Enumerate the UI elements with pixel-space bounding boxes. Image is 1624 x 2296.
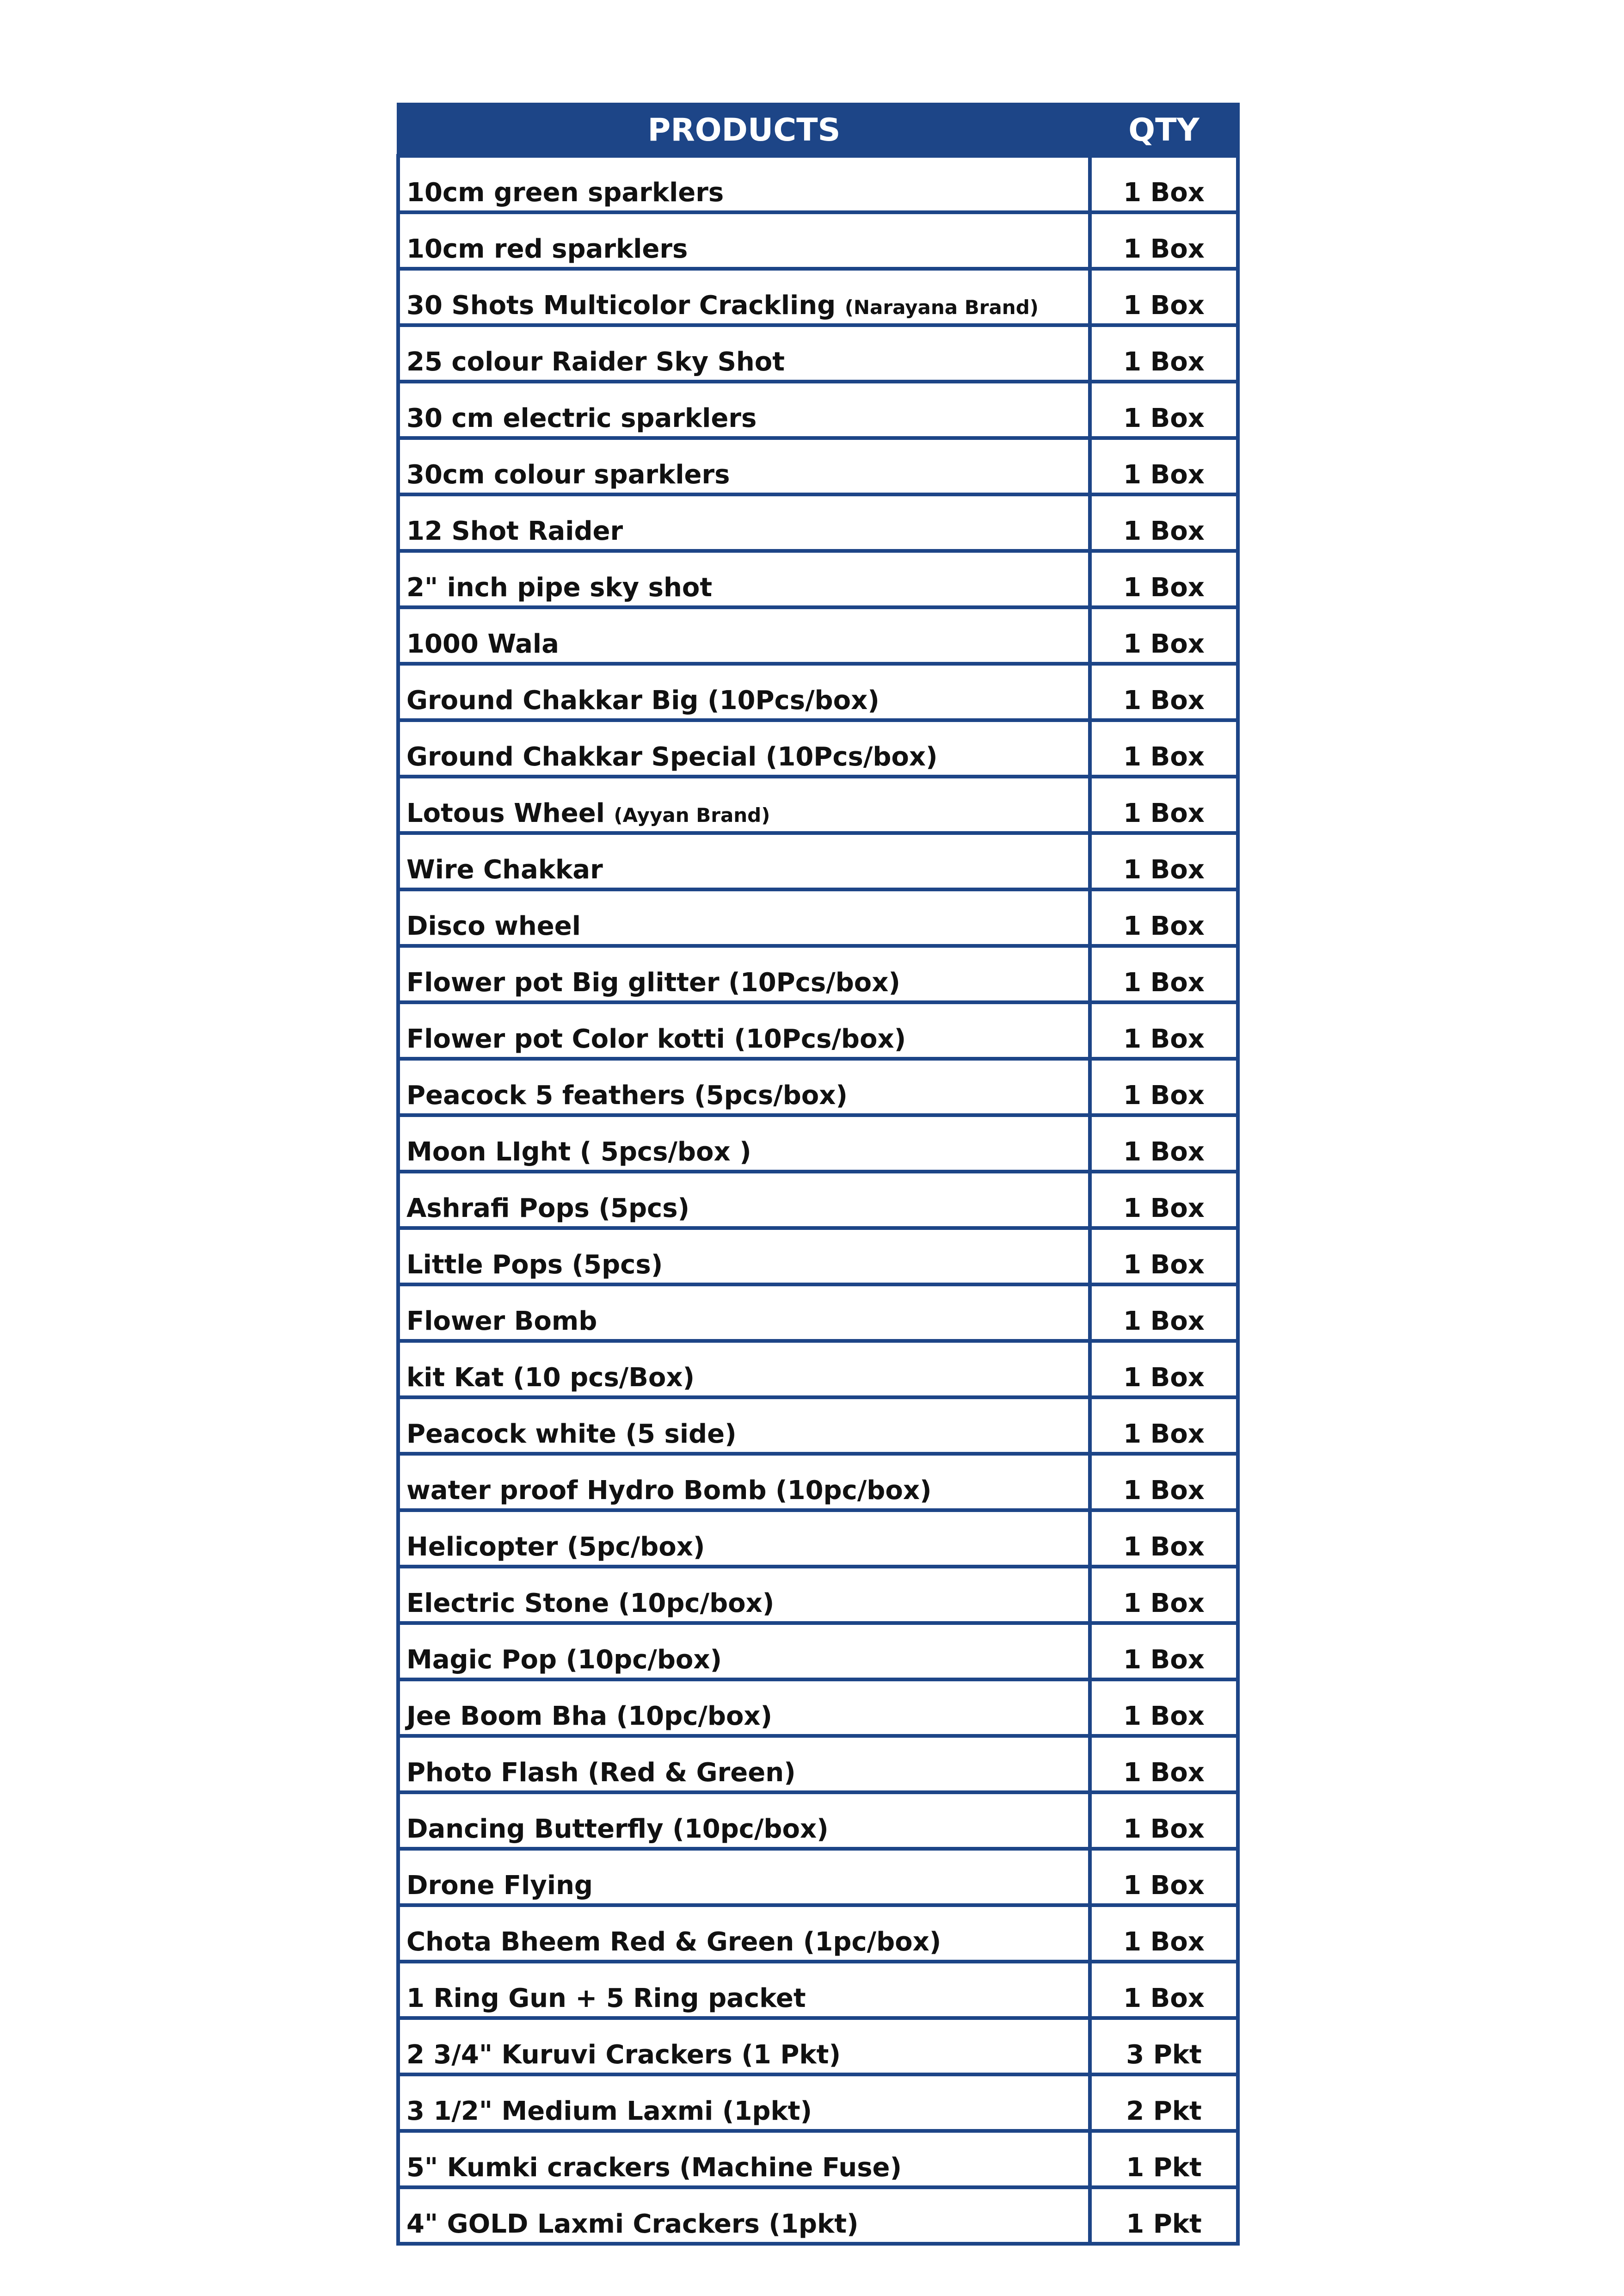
table-row	[398, 1002, 1238, 1059]
product-qty-cell: 1 Box	[1090, 946, 1238, 1002]
table-row	[398, 382, 1238, 438]
product-name-cell	[398, 777, 1090, 833]
product-name: 10cm green sparklers	[406, 178, 724, 208]
product-name: 4" GOLD Laxmi Crackers (1pkt)	[406, 2209, 859, 2239]
products-table	[396, 103, 1240, 2246]
product-name: 5" Kumki crackers (Machine Fuse)	[406, 2153, 902, 2183]
product-qty-cell: 1 Box	[1090, 777, 1238, 833]
product-name-cell	[398, 1284, 1090, 1341]
product-name-cell	[398, 1679, 1090, 1736]
product-qty-cell: 1 Box	[1090, 720, 1238, 777]
product-name: Drone Flying	[406, 1870, 593, 1901]
product-name-cell	[398, 833, 1090, 889]
product-name: 10cm red sparklers	[406, 234, 688, 264]
table-row	[398, 664, 1238, 720]
product-brand: (Ayyan Brand)	[614, 804, 770, 827]
table-row	[398, 1172, 1238, 1228]
product-name: 1 Ring Gun + 5 Ring packet	[406, 1983, 806, 2013]
table-header-row	[398, 105, 1238, 156]
table-row	[398, 2187, 1238, 2244]
product-name-cell	[398, 1849, 1090, 1905]
product-qty-cell: 1 Box	[1090, 551, 1238, 607]
product-qty-cell: 1 Box	[1090, 1341, 1238, 1397]
products-column-header: PRODUCTS	[398, 105, 1090, 156]
table-row	[398, 946, 1238, 1002]
table-row	[398, 1736, 1238, 1792]
product-name-cell	[398, 1623, 1090, 1679]
product-name-cell	[398, 1397, 1090, 1454]
table-row	[398, 1059, 1238, 1115]
product-name-cell	[398, 720, 1090, 777]
product-qty-cell: 1 Box	[1090, 1905, 1238, 1962]
table-row	[398, 1341, 1238, 1397]
product-qty-cell: 2 Pkt	[1090, 2074, 1238, 2131]
product-name-cell	[398, 1962, 1090, 2018]
product-name: kit Kat (10 pcs/Box)	[406, 1363, 695, 1393]
table-row	[398, 777, 1238, 833]
table-row	[398, 1397, 1238, 1454]
product-name: 3 1/2" Medium Laxmi (1pkt)	[406, 2096, 812, 2126]
product-name: 12 Shot Raider	[406, 516, 623, 546]
product-name-cell	[398, 1341, 1090, 1397]
product-qty-cell: 1 Box	[1090, 1454, 1238, 1510]
product-qty-cell: 1 Box	[1090, 382, 1238, 438]
table-row	[398, 269, 1238, 325]
product-name-cell	[398, 1454, 1090, 1510]
product-name: Wire Chakkar	[406, 855, 603, 885]
table-row	[398, 1567, 1238, 1623]
product-qty-cell: 1 Box	[1090, 1510, 1238, 1567]
product-qty-cell: 1 Box	[1090, 1115, 1238, 1172]
product-name-cell	[398, 1002, 1090, 1059]
product-name: Moon LIght ( 5pcs/box )	[406, 1137, 751, 1167]
product-name: Disco wheel	[406, 911, 581, 941]
product-name-cell	[398, 946, 1090, 1002]
table-row	[398, 833, 1238, 889]
table-row	[398, 1115, 1238, 1172]
table-body	[398, 156, 1238, 2244]
product-qty-cell: 1 Box	[1090, 325, 1238, 382]
product-qty-cell: 1 Box	[1090, 1623, 1238, 1679]
product-name: Flower Bomb	[406, 1306, 597, 1336]
product-qty-cell: 1 Box	[1090, 607, 1238, 664]
table-row	[398, 1849, 1238, 1905]
table-row	[398, 2074, 1238, 2131]
product-qty-cell: 1 Box	[1090, 156, 1238, 212]
product-name: Ground Chakkar Special (10Pcs/box)	[406, 742, 938, 772]
product-qty-cell: 1 Box	[1090, 1792, 1238, 1849]
table-row	[398, 156, 1238, 212]
product-name-cell	[398, 1736, 1090, 1792]
product-qty-cell: 1 Box	[1090, 1736, 1238, 1792]
product-qty-cell: 3 Pkt	[1090, 2018, 1238, 2074]
product-name-cell	[398, 889, 1090, 946]
product-name: water proof Hydro Bomb (10pc/box)	[406, 1475, 932, 1506]
product-name-cell	[398, 269, 1090, 325]
product-qty-cell: 1 Box	[1090, 1059, 1238, 1115]
product-name: 25 colour Raider Sky Shot	[406, 347, 785, 377]
product-name: Peacock 5 feathers (5pcs/box)	[406, 1080, 848, 1111]
table-row	[398, 2131, 1238, 2187]
table-row	[398, 1454, 1238, 1510]
product-name-cell	[398, 1059, 1090, 1115]
product-name-cell	[398, 1905, 1090, 1962]
product-name: Flower pot Big glitter (10Pcs/box)	[406, 968, 900, 998]
product-name: Little Pops (5pcs)	[406, 1250, 663, 1280]
product-qty-cell: 1 Box	[1090, 664, 1238, 720]
table-row	[398, 1679, 1238, 1736]
product-name-cell	[398, 2018, 1090, 2074]
product-name-cell	[398, 551, 1090, 607]
product-name: 30 cm electric sparklers	[406, 403, 757, 433]
table-row	[398, 325, 1238, 382]
product-name-cell	[398, 664, 1090, 720]
product-name: Ashrafi Pops (5pcs)	[406, 1193, 690, 1223]
product-name-cell	[398, 2187, 1090, 2244]
table-row	[398, 438, 1238, 494]
product-qty-cell: 1 Box	[1090, 1172, 1238, 1228]
product-name: Magic Pop (10pc/box)	[406, 1645, 722, 1675]
table-row	[398, 720, 1238, 777]
product-name-cell	[398, 1510, 1090, 1567]
product-name-cell	[398, 1228, 1090, 1284]
product-name-cell	[398, 156, 1090, 212]
product-qty-cell: 1 Box	[1090, 1679, 1238, 1736]
product-name: Peacock white (5 side)	[406, 1419, 737, 1449]
product-qty-cell: 1 Box	[1090, 1284, 1238, 1341]
product-name-cell	[398, 494, 1090, 551]
product-name-cell	[398, 2131, 1090, 2187]
table-row	[398, 2018, 1238, 2074]
product-name: 2 3/4" Kuruvi Crackers (1 Pkt)	[406, 2040, 841, 2070]
product-qty-cell: 1 Box	[1090, 1567, 1238, 1623]
table-row	[398, 1962, 1238, 2018]
product-name-cell	[398, 1115, 1090, 1172]
product-brand: (Narayana Brand)	[844, 296, 1039, 319]
table-row	[398, 494, 1238, 551]
table-row	[398, 1792, 1238, 1849]
product-name-cell	[398, 1792, 1090, 1849]
product-name-cell	[398, 325, 1090, 382]
product-name: Helicopter (5pc/box)	[406, 1532, 705, 1562]
product-name: Dancing Butterfly (10pc/box)	[406, 1814, 829, 1844]
product-name: Lotous Wheel	[406, 798, 614, 828]
product-name: 2" inch pipe sky shot	[406, 573, 713, 603]
product-qty-cell: 1 Box	[1090, 269, 1238, 325]
product-qty-cell: 1 Box	[1090, 1397, 1238, 1454]
product-qty-cell: 1 Box	[1090, 212, 1238, 269]
product-name-cell	[398, 2074, 1090, 2131]
product-name: Ground Chakkar Big (10Pcs/box)	[406, 685, 880, 716]
product-name-cell	[398, 438, 1090, 494]
product-name-cell	[398, 382, 1090, 438]
product-qty-cell: 1 Box	[1090, 494, 1238, 551]
table-row	[398, 1905, 1238, 1962]
product-name: Jee Boom Bha (10pc/box)	[406, 1701, 773, 1731]
product-qty-cell: 1 Box	[1090, 1228, 1238, 1284]
product-name: 30 Shots Multicolor Crackling	[406, 290, 845, 321]
product-qty-cell: 1 Box	[1090, 1962, 1238, 2018]
product-name-cell	[398, 607, 1090, 664]
product-qty-cell: 1 Pkt	[1090, 2131, 1238, 2187]
table-row	[398, 889, 1238, 946]
product-qty-cell: 1 Box	[1090, 438, 1238, 494]
product-name: Photo Flash (Red & Green)	[406, 1758, 796, 1788]
product-qty-cell: 1 Pkt	[1090, 2187, 1238, 2244]
table-row	[398, 1228, 1238, 1284]
product-name-cell	[398, 1172, 1090, 1228]
product-name: 30cm colour sparklers	[406, 460, 730, 490]
product-name: 1000 Wala	[406, 629, 559, 659]
product-qty-cell: 1 Box	[1090, 1002, 1238, 1059]
product-name-cell	[398, 1567, 1090, 1623]
table-row	[398, 607, 1238, 664]
table-row	[398, 1623, 1238, 1679]
qty-column-header: QTY	[1090, 105, 1238, 156]
product-qty-cell: 1 Box	[1090, 1849, 1238, 1905]
product-name: Electric Stone (10pc/box)	[406, 1588, 775, 1618]
product-qty-cell: 1 Box	[1090, 889, 1238, 946]
product-name: Chota Bheem Red & Green (1pc/box)	[406, 1927, 941, 1957]
product-name-cell	[398, 212, 1090, 269]
table-row	[398, 212, 1238, 269]
table-row	[398, 1284, 1238, 1341]
table-row	[398, 1510, 1238, 1567]
table-row	[398, 551, 1238, 607]
product-qty-cell: 1 Box	[1090, 833, 1238, 889]
product-name: Flower pot Color kotti (10Pcs/box)	[406, 1024, 906, 1054]
